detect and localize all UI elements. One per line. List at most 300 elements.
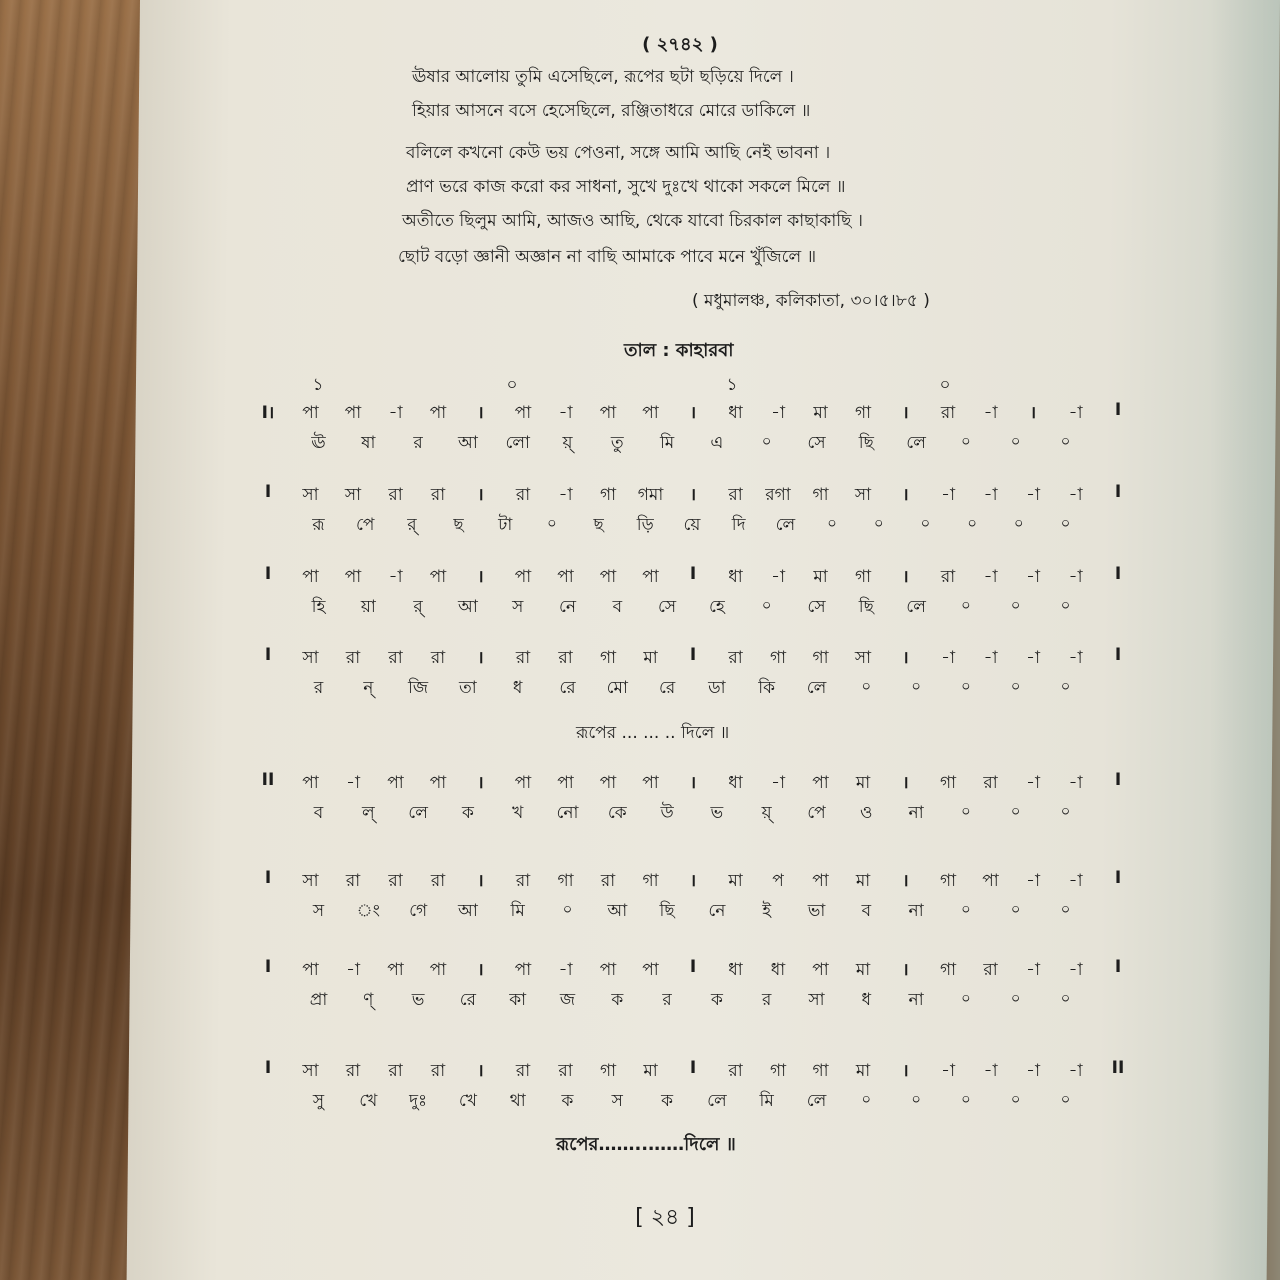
swara-note: -া bbox=[983, 403, 998, 423]
lyric-syllable: ল্ bbox=[361, 803, 375, 823]
swara-note: রা bbox=[345, 648, 361, 668]
song-number: ( ২৭৪২ ) bbox=[642, 34, 718, 55]
lyric-syllable: ০ bbox=[1013, 514, 1024, 532]
lyric-syllable: র্ bbox=[407, 515, 417, 535]
swara-note: রা bbox=[388, 485, 403, 505]
bar-line: I bbox=[264, 957, 272, 977]
bar-line: । bbox=[477, 773, 484, 793]
lyric-syllable: স bbox=[611, 1091, 623, 1111]
swara-note: রা bbox=[728, 648, 743, 668]
bar-line: I bbox=[1114, 400, 1122, 420]
lyric-syllable: রে bbox=[559, 678, 576, 698]
swara-note: -া bbox=[941, 485, 955, 505]
lyric-syllable: কা bbox=[509, 990, 527, 1010]
swara-note: পা bbox=[812, 773, 829, 793]
swara-note: মা bbox=[855, 871, 871, 891]
swara-note: ধা bbox=[770, 960, 786, 980]
lyric-syllable: ০ bbox=[967, 514, 978, 532]
swara-note: -া bbox=[983, 485, 998, 505]
lyric-syllable: র্ bbox=[413, 597, 423, 617]
swara-note: পা bbox=[642, 567, 659, 587]
swara-note: -া bbox=[1026, 871, 1040, 891]
swara-note: -া bbox=[1068, 960, 1083, 980]
lyric-syllable: লে bbox=[906, 433, 926, 453]
swara-note: গা bbox=[854, 567, 872, 587]
lyric-syllable: হি bbox=[311, 597, 326, 617]
swara-note: -া bbox=[558, 485, 573, 505]
swara-note: পা bbox=[599, 567, 617, 587]
swara-note: -া bbox=[1026, 1061, 1040, 1081]
swara-note: গা bbox=[812, 648, 829, 668]
lyric-syllable: ধ bbox=[861, 990, 872, 1010]
lyric-syllable: ০ bbox=[761, 432, 772, 450]
lyric-syllable: য়ে bbox=[683, 515, 701, 535]
swara-note: মা bbox=[855, 960, 871, 980]
bar-line: । bbox=[902, 871, 909, 891]
lyric-syllable: মো bbox=[606, 678, 628, 698]
lyric-syllable: ভ bbox=[411, 990, 425, 1010]
lyric-syllable: লে bbox=[906, 597, 926, 617]
lyric-syllable: লে bbox=[806, 1091, 827, 1111]
beat-mark: ০ bbox=[939, 375, 951, 395]
bar-line: । bbox=[689, 773, 697, 793]
lyric-syllable: ড়ি bbox=[636, 515, 654, 535]
swara-note: গা bbox=[599, 1061, 617, 1081]
lyric-syllable: ০ bbox=[1060, 1090, 1071, 1108]
bar-line: I bbox=[1114, 564, 1122, 584]
swara-note: -া bbox=[1026, 648, 1040, 668]
lyric-syllable: ব bbox=[861, 901, 872, 921]
bar-line: । bbox=[477, 567, 484, 587]
bar-line: I bbox=[689, 957, 697, 977]
lyric-syllable: তা bbox=[459, 678, 477, 698]
lyric-syllable: ০ bbox=[961, 677, 971, 695]
beat-mark: ১ bbox=[312, 375, 324, 395]
source-citation: ( মধুমালঞ্চ, কলিকাতা, ৩০।৫।৮৫ ) bbox=[692, 291, 930, 311]
lyric-syllable: গে bbox=[409, 901, 428, 921]
lyric-syllable: ০ bbox=[1060, 989, 1071, 1007]
bar-line: । bbox=[902, 773, 909, 793]
lyric-syllable: ক bbox=[710, 990, 723, 1010]
swara-note: -া bbox=[1068, 773, 1083, 793]
lyric-syllable: ও bbox=[860, 803, 873, 823]
lyric-syllable: খে bbox=[359, 1091, 378, 1111]
swara-note: মা bbox=[643, 1061, 658, 1081]
lyric-syllable: স bbox=[512, 597, 524, 617]
swara-note: গা bbox=[599, 648, 617, 668]
lyric-line-3: বলিলে কখনো কেউ ভয় পেওনা, সঙ্গে আমি আছি নেই ভাবনা । bbox=[406, 143, 831, 163]
lyric-syllable: নো bbox=[556, 803, 579, 823]
lyric-syllable: লে bbox=[408, 803, 428, 823]
swara-note: -া bbox=[1068, 567, 1083, 587]
bar-line: I bbox=[689, 645, 697, 665]
swara-note: রা bbox=[728, 1061, 743, 1081]
bar-line: I bbox=[264, 868, 272, 888]
refrain-2: রূপের……..……দিলে ॥ bbox=[556, 1134, 736, 1155]
lyric-syllable: মি bbox=[659, 433, 675, 453]
swara-note: রা bbox=[388, 871, 403, 891]
lyric-syllable: ০ bbox=[861, 1090, 872, 1108]
lyric-syllable: ০ bbox=[961, 1090, 971, 1108]
swara-note: পা bbox=[642, 773, 659, 793]
swara-note: -া bbox=[346, 773, 360, 793]
swara-note: পা bbox=[429, 403, 447, 423]
bar-line: । bbox=[902, 567, 909, 587]
bar-line: । bbox=[902, 648, 909, 668]
bar-line: । bbox=[902, 960, 909, 980]
page-number: [ ২৪ ] bbox=[635, 1205, 695, 1230]
lyric-syllable: ০ bbox=[1010, 989, 1021, 1007]
lyric-syllable: কি bbox=[758, 678, 776, 698]
swara-note: রা bbox=[515, 871, 531, 891]
bar-line: I bbox=[1114, 645, 1122, 665]
swara-note: পা bbox=[514, 567, 532, 587]
swara-note: -া bbox=[941, 1061, 955, 1081]
lyric-syllable: ছি bbox=[858, 433, 874, 453]
swara-note: পা bbox=[344, 403, 362, 423]
swara-note: সা bbox=[302, 871, 319, 891]
swara-note: পা bbox=[599, 773, 617, 793]
swara-note: সা bbox=[302, 485, 319, 505]
swara-note: -া bbox=[771, 403, 785, 423]
swara-note: পা bbox=[514, 773, 532, 793]
swara-note: -া bbox=[388, 403, 403, 423]
lyric-syllable: আ bbox=[457, 433, 478, 453]
lyric-syllable: পে bbox=[355, 515, 375, 535]
bar-line: । bbox=[689, 403, 697, 423]
lyric-syllable: লো bbox=[505, 433, 530, 453]
swara-note: রা bbox=[558, 648, 573, 668]
swara-note: রা bbox=[515, 648, 531, 668]
swara-note: গা bbox=[642, 871, 659, 891]
bar-line: II bbox=[1111, 1058, 1125, 1078]
lyric-syllable: সে bbox=[807, 597, 826, 617]
lyric-syllable: ০ bbox=[1060, 802, 1071, 820]
swara-note: ধা bbox=[728, 567, 743, 587]
swara-note: পা bbox=[812, 960, 829, 980]
swara-note: পা bbox=[429, 960, 447, 980]
lyric-syllable: ন্ bbox=[363, 678, 374, 698]
swara-note: রা bbox=[388, 648, 403, 668]
swara-note: -া bbox=[1026, 567, 1040, 587]
lyric-syllable: জি bbox=[408, 678, 429, 698]
swara-note: সা bbox=[302, 648, 319, 668]
swara-note: পা bbox=[642, 403, 659, 423]
bar-line: । bbox=[477, 485, 484, 505]
lyric-syllable: ০ bbox=[961, 900, 971, 918]
lyric-syllable: ০ bbox=[1010, 432, 1021, 450]
swara-note: -া bbox=[388, 567, 403, 587]
swara-note: মা bbox=[813, 403, 828, 423]
lyric-syllable: প্রা bbox=[309, 990, 328, 1010]
swara-note: রা bbox=[515, 1061, 531, 1081]
lyric-line-6: ছোট বড়ো জ্ঞানী অজ্ঞান না বাছি আমাকে পাবে মনে খুঁজিলে ॥ bbox=[398, 247, 817, 267]
swara-note: পা bbox=[599, 403, 617, 423]
swara-note: পা bbox=[812, 871, 829, 891]
bar-line: I bbox=[689, 564, 697, 584]
bar-line: । bbox=[689, 485, 697, 505]
lyric-syllable: স bbox=[312, 901, 325, 921]
lyric-syllable: র bbox=[313, 678, 324, 698]
lyric-syllable: ছি bbox=[659, 901, 675, 921]
lyric-syllable: ০ bbox=[961, 989, 971, 1007]
swara-note: রা bbox=[388, 1061, 403, 1081]
taal-heading: তাল : কাহারবা bbox=[624, 340, 734, 361]
bar-line: । bbox=[477, 960, 484, 980]
swara-note: পা bbox=[302, 960, 319, 980]
lyric-syllable: ০ bbox=[861, 677, 872, 695]
lyric-syllable: ০ bbox=[761, 596, 772, 614]
lyric-syllable: এ bbox=[710, 433, 724, 453]
lyric-syllable: মি bbox=[759, 1091, 774, 1111]
swara-note: -া bbox=[1026, 485, 1040, 505]
bar-line: I bbox=[264, 1058, 272, 1078]
swara-note: পা bbox=[642, 960, 659, 980]
swara-note: -া bbox=[1068, 403, 1083, 423]
lyric-syllable: রূ bbox=[312, 515, 325, 535]
lyric-syllable: সু bbox=[312, 1091, 325, 1111]
lyric-syllable: ব bbox=[313, 803, 324, 823]
lyric-syllable: ছ bbox=[593, 515, 604, 535]
lyric-line-4: প্রাণ ভরে কাজ করো কর সাধনা, সুখে দুঃখে থাকো সকলে মিলে ॥ bbox=[406, 177, 846, 197]
beat-mark: ১ bbox=[726, 375, 738, 395]
swara-note: সা bbox=[854, 485, 872, 505]
swara-note: ধা bbox=[728, 773, 743, 793]
swara-note: পা bbox=[429, 567, 447, 587]
lyric-syllable: উ bbox=[660, 803, 674, 823]
bar-line: I bbox=[689, 1058, 697, 1078]
bar-line: I bbox=[264, 482, 272, 502]
swara-note: পা bbox=[599, 960, 617, 980]
swara-note: -া bbox=[1026, 773, 1040, 793]
lyric-syllable: নে bbox=[558, 597, 577, 617]
bar-line: I bbox=[264, 645, 272, 665]
lyric-syllable: রে bbox=[658, 678, 676, 698]
swara-note: গা bbox=[939, 773, 957, 793]
swara-note: রা bbox=[515, 485, 531, 505]
lyric-syllable: র bbox=[762, 990, 772, 1010]
swara-note: -া bbox=[771, 773, 785, 793]
swara-note: মা bbox=[855, 1061, 871, 1081]
lyric-syllable: ব bbox=[612, 597, 623, 617]
swara-note: মা bbox=[813, 567, 828, 587]
lyric-syllable: হে bbox=[708, 597, 725, 617]
lyric-syllable: ০ bbox=[873, 514, 884, 532]
lyric-line-1: ঊষার আলোয় তুমি এসেছিলে, রূপের ছটা ছড়িয়ে দিলে । bbox=[412, 67, 794, 87]
lyric-syllable: য়্ bbox=[761, 803, 772, 823]
bar-line: I bbox=[1114, 770, 1122, 790]
lyric-syllable: ০ bbox=[1010, 1090, 1021, 1108]
lyric-syllable: য়া bbox=[360, 597, 376, 617]
swara-note: রগা bbox=[765, 485, 791, 505]
swara-note: গমা bbox=[637, 485, 664, 505]
bar-line: I bbox=[1114, 957, 1122, 977]
swara-note: গা bbox=[812, 485, 829, 505]
swara-note: সা bbox=[302, 1061, 319, 1081]
bar-line: । bbox=[477, 1061, 484, 1081]
lyric-syllable: ধ bbox=[512, 678, 523, 698]
bar-line: । bbox=[477, 403, 484, 423]
swara-note: রা bbox=[600, 871, 616, 891]
swara-note: পা bbox=[302, 773, 319, 793]
bar-line: II bbox=[261, 770, 275, 790]
lyric-syllable: ভ bbox=[710, 803, 724, 823]
lyric-syllable: খে bbox=[458, 1091, 477, 1111]
swara-note: রা bbox=[940, 403, 956, 423]
lyric-syllable: না bbox=[908, 990, 924, 1010]
bar-line: । bbox=[902, 403, 909, 423]
lyric-line-2: হিয়ার আসনে বসে হেসেছিলে, রঞ্জিতাধরে মোরে ডাকিলে ॥ bbox=[412, 101, 811, 121]
lyric-syllable: পে bbox=[807, 803, 826, 823]
swara-note: পা bbox=[429, 773, 447, 793]
lyric-syllable: আ bbox=[457, 901, 478, 921]
swara-note: -া bbox=[941, 648, 955, 668]
lyric-syllable: ০ bbox=[547, 514, 557, 532]
swara-note: -া bbox=[346, 960, 360, 980]
swara-note: -া bbox=[1068, 648, 1083, 668]
lyric-syllable: টা bbox=[498, 515, 513, 535]
lyric-syllable: সে bbox=[658, 597, 677, 617]
lyric-syllable: লে bbox=[707, 1091, 727, 1111]
lyric-syllable: দি bbox=[731, 515, 746, 535]
swara-note: -া bbox=[558, 960, 573, 980]
bar-line: । bbox=[689, 871, 697, 891]
bar-line: I bbox=[1114, 482, 1122, 502]
swara-note: পা bbox=[344, 567, 362, 587]
swara-note: -া bbox=[983, 648, 998, 668]
bar-line: I। bbox=[261, 403, 275, 423]
swara-note: পা bbox=[514, 403, 532, 423]
swara-note: গা bbox=[769, 648, 787, 668]
refrain-1: রূপের ... ... .. দিলে ॥ bbox=[576, 723, 730, 743]
lyric-syllable: ভা bbox=[807, 901, 826, 921]
lyric-syllable: ০ bbox=[1010, 900, 1021, 918]
lyric-syllable: না bbox=[908, 803, 924, 823]
lyric-syllable: ণ্ bbox=[363, 990, 374, 1010]
swara-note: -া bbox=[1068, 871, 1083, 891]
swara-note: ধা bbox=[728, 960, 743, 980]
swara-note: সা bbox=[854, 648, 872, 668]
swara-note: রা bbox=[558, 1061, 573, 1081]
lyric-syllable: ০ bbox=[1060, 432, 1071, 450]
swara-note: পা bbox=[557, 567, 574, 587]
swara-note: রা bbox=[983, 773, 998, 793]
lyric-syllable: সে bbox=[807, 433, 826, 453]
bar-line: । bbox=[1029, 403, 1037, 423]
lyric-syllable: দুঃ bbox=[409, 1091, 428, 1111]
lyric-syllable: জ bbox=[559, 990, 576, 1010]
swara-note: মা bbox=[855, 773, 871, 793]
lyric-syllable: তু bbox=[610, 433, 624, 453]
lyric-syllable: ছ bbox=[453, 515, 464, 535]
lyric-syllable: ছি bbox=[858, 597, 874, 617]
lyric-syllable: ০ bbox=[911, 1090, 921, 1108]
swara-note: রা bbox=[345, 1061, 361, 1081]
lyric-syllable: ক bbox=[461, 803, 474, 823]
bar-line: I bbox=[264, 564, 272, 584]
lyric-syllable: ০ bbox=[1010, 596, 1021, 614]
swara-note: রা bbox=[940, 567, 956, 587]
swara-note: রা bbox=[983, 960, 998, 980]
swara-note: -া bbox=[1068, 485, 1083, 505]
swara-note: রা bbox=[430, 648, 446, 668]
lyric-syllable: ক bbox=[611, 990, 624, 1010]
lyric-syllable: ০ bbox=[911, 677, 921, 695]
lyric-syllable: ডা bbox=[708, 678, 726, 698]
lyric-syllable: না bbox=[908, 901, 924, 921]
lyric-syllable: ০ bbox=[1010, 802, 1021, 820]
swara-note: রা bbox=[430, 871, 446, 891]
lyric-syllable: নে bbox=[708, 901, 726, 921]
lyric-syllable: ০ bbox=[920, 514, 931, 532]
bar-line: । bbox=[477, 871, 484, 891]
lyric-syllable: ০ bbox=[1060, 514, 1071, 532]
swara-note: পা bbox=[387, 960, 404, 980]
bar-line: । bbox=[477, 648, 484, 668]
lyric-syllable: ০ bbox=[1060, 596, 1071, 614]
bar-line: । bbox=[902, 485, 909, 505]
swara-note: রা bbox=[345, 871, 361, 891]
lyric-syllable: র bbox=[413, 433, 423, 453]
lyric-syllable: ০ bbox=[1060, 677, 1071, 695]
swara-note: মা bbox=[728, 871, 743, 891]
lyric-syllable: কে bbox=[607, 803, 627, 823]
swara-note: পা bbox=[982, 871, 999, 891]
lyric-syllable: ০ bbox=[1010, 677, 1021, 695]
swara-note: গা bbox=[557, 871, 574, 891]
swara-note: -া bbox=[1026, 960, 1040, 980]
lyric-syllable: থা bbox=[509, 1091, 526, 1111]
lyric-syllable: ই bbox=[762, 901, 772, 921]
swara-note: সা bbox=[344, 485, 362, 505]
swara-note: পা bbox=[387, 773, 404, 793]
bar-line: । bbox=[902, 1061, 909, 1081]
lyric-syllable: আ bbox=[457, 597, 478, 617]
swara-note: রা bbox=[728, 485, 743, 505]
swara-note: গা bbox=[939, 871, 957, 891]
swara-note: মা bbox=[643, 648, 658, 668]
swara-note: রা bbox=[430, 1061, 446, 1081]
bar-line: I bbox=[1114, 868, 1122, 888]
swara-note: রা bbox=[430, 485, 446, 505]
lyric-syllable: মি bbox=[510, 901, 525, 921]
lyric-syllable: আ bbox=[607, 901, 628, 921]
swara-note: গা bbox=[854, 403, 872, 423]
swara-note: পা bbox=[514, 960, 532, 980]
swara-note: -া bbox=[771, 567, 785, 587]
swara-note: -া bbox=[558, 403, 573, 423]
lyric-syllable: ০ bbox=[1060, 900, 1071, 918]
lyric-syllable: ঊ bbox=[311, 433, 326, 453]
swara-note: -া bbox=[983, 567, 998, 587]
swara-note: গা bbox=[769, 1061, 787, 1081]
lyric-syllable: ০ bbox=[961, 596, 971, 614]
lyric-syllable: ং bbox=[356, 901, 380, 921]
lyric-syllable: লে bbox=[806, 678, 827, 698]
swara-note: গা bbox=[812, 1061, 829, 1081]
swara-note: পা bbox=[302, 567, 319, 587]
lyric-syllable: সা bbox=[808, 990, 825, 1010]
swara-note: -া bbox=[1068, 1061, 1083, 1081]
lyric-syllable: লে bbox=[775, 515, 796, 535]
lyric-line-5: অতীতে ছিলুম আমি, আজও আছি, থেকে যাবো চিরকাল কাছাকাছি । bbox=[402, 211, 863, 231]
swara-note: পা bbox=[302, 403, 319, 423]
swara-note: পা bbox=[557, 773, 574, 793]
swara-note: গা bbox=[939, 960, 957, 980]
swara-note: ধা bbox=[728, 403, 743, 423]
lyric-syllable: ষা bbox=[361, 433, 376, 453]
lyric-syllable: খ bbox=[512, 803, 524, 823]
